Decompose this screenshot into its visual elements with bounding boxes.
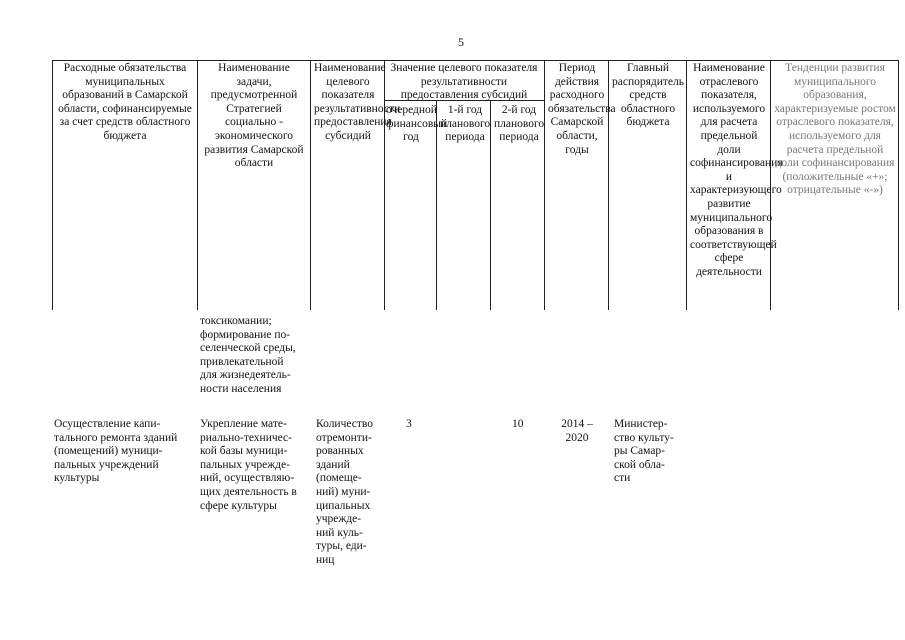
text-line: формирование по- xyxy=(200,328,291,341)
text-line: селенческой среды, xyxy=(200,342,296,355)
text-line: Осуществление капи- xyxy=(54,418,161,430)
col-border xyxy=(898,60,899,310)
header-target-value: Значение целевого показателя результативности предоставления субсидий xyxy=(390,62,538,102)
header-indicator: Наименование целевого показателя результативности предоставления субсидий xyxy=(314,62,401,142)
header-plan-year-2: 2-й год планового периода xyxy=(494,104,545,144)
text-line: для жизнедеятель- xyxy=(200,369,291,382)
col-border xyxy=(384,60,385,310)
text-line: щих деятельность в xyxy=(200,485,297,498)
text-line: токсикомании; xyxy=(200,315,272,327)
text-line: ности населения xyxy=(200,382,282,395)
header-task: Наименование задачи, предусмотренной Стратегией социально - экономического развития Самарской области xyxy=(204,62,304,170)
text-line: зданий xyxy=(316,458,350,471)
text-line: (помещений) муници- xyxy=(54,445,163,458)
header-period: Период действия расходного обязательства Самарской области, годы xyxy=(548,62,616,156)
row-obligation xyxy=(54,418,192,486)
col-border xyxy=(52,60,53,310)
text-line: 2020 xyxy=(565,431,589,444)
text-line: Министер- xyxy=(614,418,668,430)
text-line: ство культу- xyxy=(614,431,674,444)
text-line: отремонти- xyxy=(316,431,372,444)
page-number: 5 xyxy=(458,35,464,49)
col-border xyxy=(490,100,491,310)
col-border xyxy=(436,100,437,310)
header-sector-indicator: Наименование отраслевого показателя, используемого для расчета предельной доли софинансирования и характеризующего развитие муниципального образования в соответствующей сфере деятельности xyxy=(690,62,783,278)
text-line: ры Самар- xyxy=(614,445,666,458)
text-line: пальных учреждений xyxy=(54,458,159,471)
col-border xyxy=(608,60,609,310)
header-trends: Тенденции развития муниципального образования, характеризуемые ростом отраслевого показателя, используемого для расчета предельной доли софинансирования (положительные «+»; отрицательные «-») xyxy=(774,62,896,197)
text-line: ний) муни- xyxy=(316,485,371,498)
row-value-current-year: 3 xyxy=(406,418,412,430)
header-top-border xyxy=(52,60,898,61)
text-line: (помеще- xyxy=(316,472,362,485)
text-line: ний, осуществляю- xyxy=(200,472,295,485)
header-obligations: Расходные обязательства муниципальных образований в Самарской области, софинансируемые за счет средств областного бюджета xyxy=(58,62,192,142)
text-line: ний куль- xyxy=(316,526,363,539)
text-line: Укрепление мате- xyxy=(200,418,287,430)
text-line: ниц xyxy=(316,553,335,566)
col-border xyxy=(544,60,545,310)
text-line: риально-техничес- xyxy=(200,431,292,444)
row-indicator xyxy=(316,418,386,568)
row-value-plan-year-2: 10 xyxy=(512,418,524,430)
col-border xyxy=(197,60,198,310)
text-line: учрежде- xyxy=(316,513,362,526)
row-task xyxy=(200,418,312,513)
header-administrator: Главный распорядитель средств областного бюджета xyxy=(612,62,685,129)
text-line: пальных учрежде- xyxy=(200,458,290,471)
text-line: 2014 – xyxy=(561,418,593,430)
col-border xyxy=(686,60,687,310)
text-line: тального ремонта зданий xyxy=(54,431,178,444)
text-line: кой базы муници- xyxy=(200,445,288,458)
task-continuation xyxy=(200,315,312,397)
text-line: привлекательной xyxy=(200,355,284,368)
text-line: туры, еди- xyxy=(316,540,367,553)
text-line: ципальных xyxy=(316,499,371,512)
col-border xyxy=(310,60,311,310)
header-plan-year-1: 1-й год планового периода xyxy=(440,104,491,144)
header-current-year: очередной финансовый год xyxy=(386,104,448,144)
row-administrator xyxy=(614,418,682,486)
text-line: ской обла- xyxy=(614,458,665,471)
text-line: культуры xyxy=(54,472,100,485)
text-line: сфере культуры xyxy=(200,499,277,512)
table-header xyxy=(52,60,898,310)
row-period xyxy=(552,418,602,445)
text-line: сти xyxy=(614,472,631,485)
text-line: рованных xyxy=(316,445,364,458)
text-line: Количество xyxy=(316,418,373,430)
